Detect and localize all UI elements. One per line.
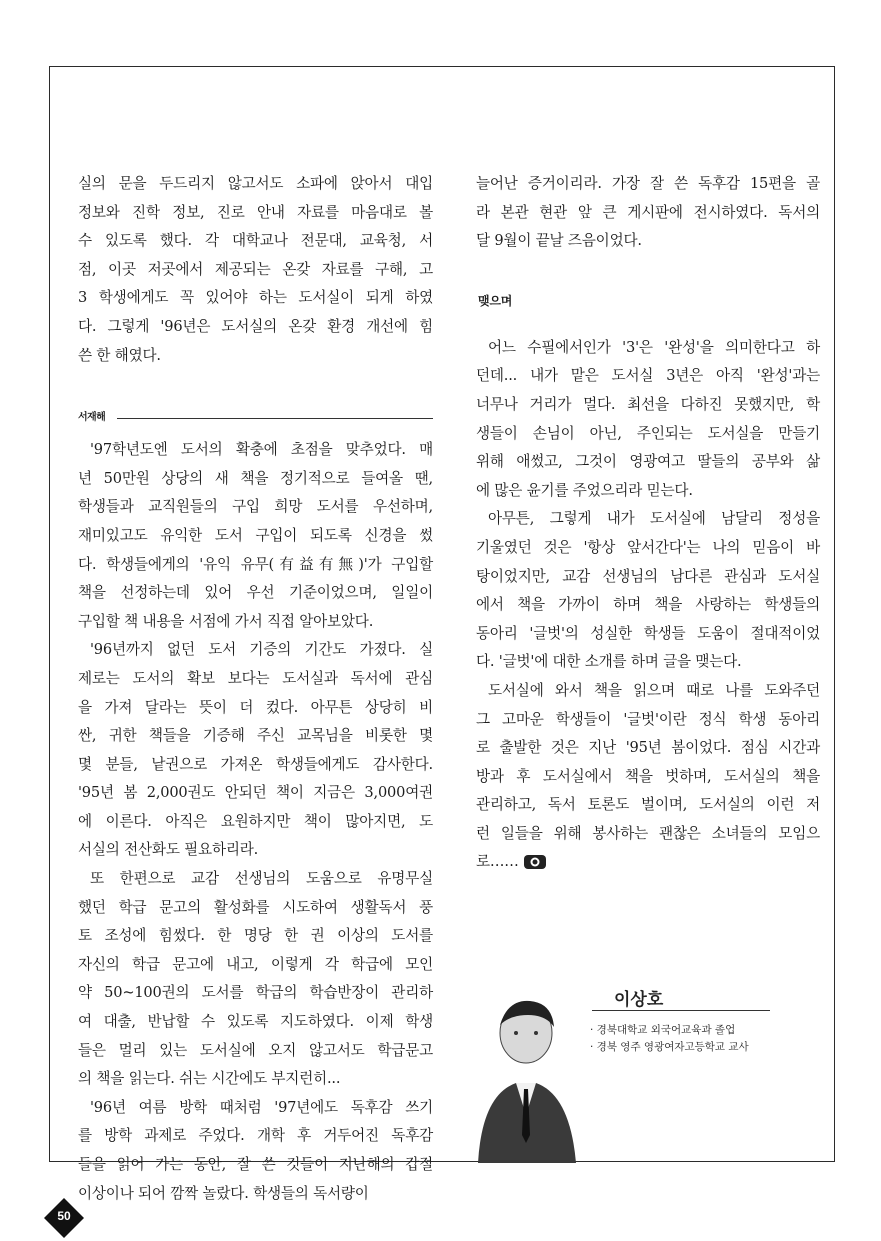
text-line: 을 가져 달라는 뜻이 더 컸다. 아무튼 상당히 비 <box>78 698 433 716</box>
text-line: '95년 봄 2,000권도 안되던 책이 지금은 3,000여권 <box>78 784 433 802</box>
right-para-3 <box>476 677 820 877</box>
right-column <box>476 170 820 877</box>
text-line: 3 학생에게도 꼭 있어야 하는 도서실이 되게 하였 <box>78 289 433 307</box>
section-heading-collection <box>78 404 433 432</box>
text-line: 몇 분들, 낱권으로 가져온 학생들에게도 감사한다. <box>78 755 433 773</box>
text-line: 서실의 전산화도 필요하리라. <box>78 841 259 859</box>
text-line: 로 출발한 것은 지난 '95년 봄이었다. 점심 시간과 <box>476 739 820 757</box>
text-line: 다. 학생들에게의 '유익 유무(有益有無)'가 구입할 <box>78 555 433 573</box>
text-line: 년 50만원 상당의 새 책을 정기적으로 들여올 땐, <box>78 469 433 487</box>
text-line: 약 50~100권의 도서를 학급의 학습반장이 관리하 <box>78 984 433 1002</box>
text-line: 자신의 학급 문고에 내고, 이렇게 각 학급에 모인 <box>78 955 433 973</box>
text-line: 쓴 한 해였다. <box>78 346 161 364</box>
text-line: 로…… <box>476 848 820 877</box>
author-bio <box>590 1022 749 1056</box>
text-line: 학생들과 교직원들의 구입 희망 도서를 우선하며, <box>78 498 433 516</box>
right-intro <box>476 170 820 256</box>
author-bio-line: · 경북 영주 영광여자고등학교 교사 <box>590 1041 749 1053</box>
text-line: '96년 여름 방학 때처럼 '97년에도 독후감 쓰기 <box>90 1098 433 1116</box>
author-rule <box>592 1010 770 1011</box>
text-line: 도서실에 와서 책을 읽으며 때로 나를 도와주던 <box>488 681 820 699</box>
text-line: '97학년도엔 도서의 확충에 초점을 맞추었다. 매 <box>90 441 433 459</box>
text-line: 실의 문을 두드리지 않고서도 소파에 앉아서 대입 <box>78 175 433 192</box>
text-line: 들을 읽어 가는 동안, 잘 쓴 것들이 지난해의 갑절 <box>78 1156 433 1173</box>
text-line: 책을 선정하는데 있어 우선 기준이었으며, 일일이 <box>78 584 433 602</box>
text-line: 에 많은 윤기를 주었으리라 믿는다. <box>476 481 693 499</box>
text-line: 에서 책을 가까이 하며 책을 사랑하는 학생들의 <box>476 596 820 614</box>
text-line: '96년까지 없던 도서 기증의 기간도 가졌다. 실 <box>90 641 433 659</box>
author-name: 이상호 <box>614 990 664 1010</box>
text-line: 다. '글벗'에 대한 소개를 하며 글을 맺는다. <box>476 653 742 671</box>
text-line: 달 9월이 끝날 즈음이었다. <box>476 232 642 250</box>
text-line: 싼, 귀한 책들을 기증해 주신 교목님을 비롯한 몇 <box>78 727 433 745</box>
text-line: 너무나 거리가 멀다. 최선을 다하진 못했지만, 학 <box>476 395 820 413</box>
end-mark-icon <box>523 854 547 870</box>
text-line: 점, 이곳 저곳에서 제공되는 온갖 자료를 구해, 고 <box>78 260 433 278</box>
text-line: 했던 학급 문고의 활성화를 시도하여 생활독서 풍 <box>78 898 433 916</box>
text-line: 여 대출, 반납할 수 있도록 지도하였다. 이제 학생 <box>78 1013 433 1031</box>
text-line: 어느 수필에서인가 '3'은 '완성'을 의미한다고 하 <box>488 338 820 356</box>
text-line: 방과 후 도서실에서 책을 벗하며, 도서실의 책을 <box>476 767 820 785</box>
text-line: 수 있도록 했다. 각 대학교나 전문대, 교육청, 서 <box>78 232 433 250</box>
text-line: 동아리 '글벗'의 성실한 학생들 도움이 절대적이었 <box>476 624 820 642</box>
text-line: 재미있고도 유익한 도서 구입이 되도록 신경을 썼 <box>78 526 433 544</box>
section-heading-closing: 맺으며 <box>478 294 513 309</box>
text-line: 관리하고, 독서 토론도 벌이며, 도서실의 이런 저 <box>476 796 820 814</box>
left-para-4 <box>78 1094 433 1208</box>
text-line: 를 방학 과제로 주었다. 개학 후 거두어진 독후감 <box>78 1127 433 1145</box>
text-line: 런 일들을 위해 봉사하는 괜찮은 소녀들의 모임으 <box>476 824 820 842</box>
left-para-1 <box>78 436 433 636</box>
text-line: 또 한편으로 교감 선생님의 도움으로 유명무실 <box>90 870 433 888</box>
author-photo <box>458 985 588 1163</box>
left-para-2 <box>78 636 433 865</box>
page-number: 50 <box>57 1209 71 1223</box>
text-line: 구입할 책 내용을 서점에 가서 직접 알아보았다. <box>78 612 374 630</box>
right-para-2 <box>476 505 820 677</box>
section-heading-text: 서재해 <box>78 411 106 423</box>
right-para-1 <box>476 334 820 506</box>
text-line: 그 고마운 학생들이 '글벗'이란 정식 학생 동아리 <box>476 710 820 728</box>
text-line: 제로는 도서의 확보 보다는 도서실과 독서에 관심 <box>78 669 433 687</box>
text-line: 기울였던 것은 '항상 앞서간다'는 나의 믿음이 바 <box>476 538 820 556</box>
left-column <box>78 170 433 1208</box>
left-intro <box>78 170 433 370</box>
text-line: 정보와 진학 정보, 진로 안내 자료를 마음대로 볼 <box>78 203 433 221</box>
text-line: 의 책을 읽는다. 쉬는 시간에도 부지런히... <box>78 1070 341 1088</box>
text-line: 늘어난 증거이리라. 가장 잘 쓴 독후감 15편을 골 <box>476 175 820 192</box>
text-line: 탕이었지만, 교감 선생님의 남다른 관심과 도서실 <box>476 567 820 585</box>
text-line: 들은 멀리 있는 도서실에 오지 않고서도 학급문고 <box>78 1041 433 1059</box>
text-line: 위해 애썼고, 그것이 영광여고 딸들의 공부와 삶 <box>476 453 820 471</box>
text-line: 아무튼, 그렇게 내가 도서실에 남달리 정성을 <box>488 510 820 528</box>
text-line: 이상이나 되어 깜짝 놀랐다. 학생들의 독서량이 <box>78 1184 369 1202</box>
text-line: 던데... 내가 맡은 도서실 3년은 아직 '완성'과는 <box>476 367 820 385</box>
text-line: 다. 그렇게 '96년은 도서실의 온갖 환경 개선에 힘 <box>78 317 433 335</box>
text-line: 생들이 손님이 아닌, 주인되는 도서실을 만들기 <box>476 424 820 442</box>
text-line: 에 이른다. 아직은 요원하지만 책이 많아지면, 도 <box>78 812 433 830</box>
section-rule <box>117 418 433 419</box>
text-line: 토 조성에 힘썼다. 한 명당 한 권 이상의 도서를 <box>78 927 433 945</box>
author-bio-line: · 경북대학교 외국어교육과 졸업 <box>590 1024 736 1036</box>
text-line: 라 본관 현관 앞 큰 게시판에 전시하였다. 독서의 <box>476 203 820 221</box>
left-para-3 <box>78 865 433 1094</box>
